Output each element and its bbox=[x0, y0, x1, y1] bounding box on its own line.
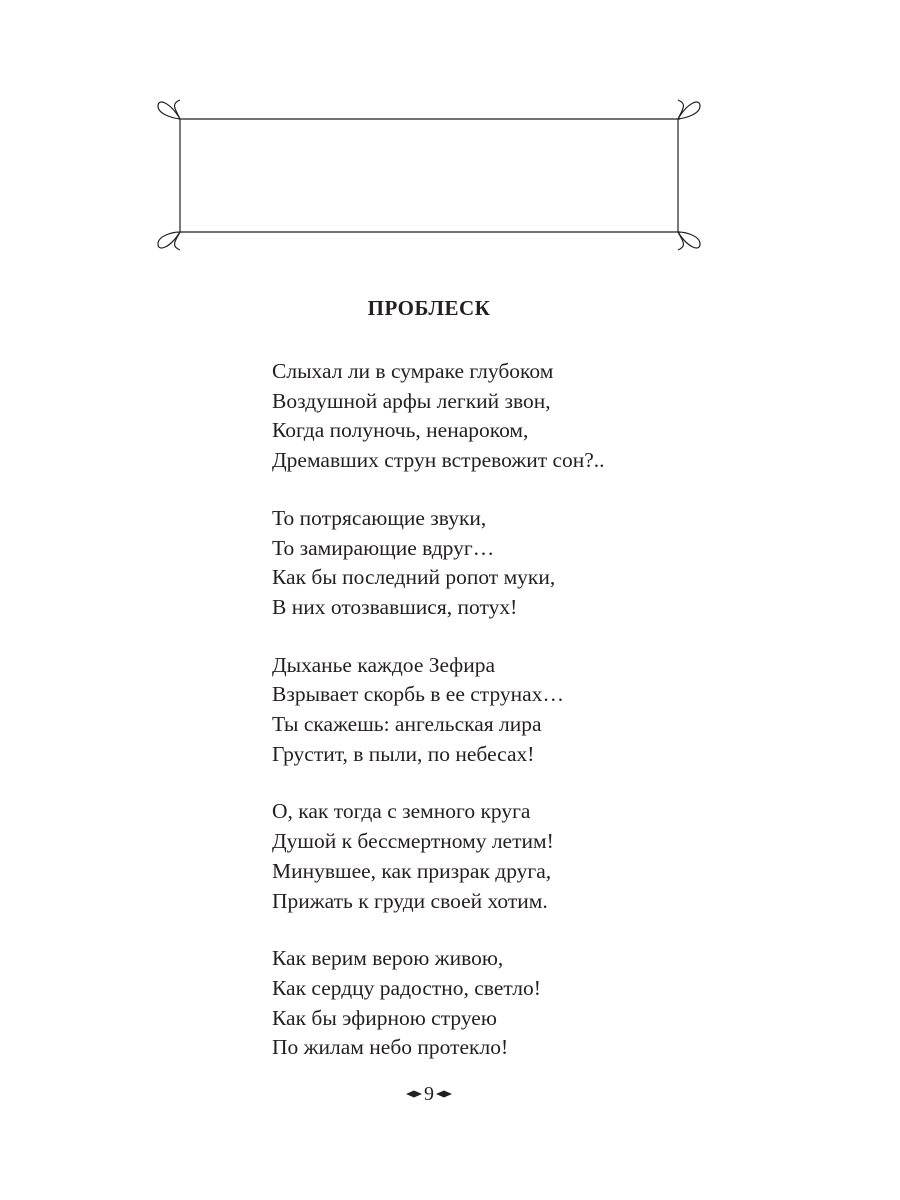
left-ornament-icon bbox=[406, 1089, 422, 1099]
poem-line: Когда полуночь, ненароком, bbox=[272, 418, 529, 443]
stanza-3 bbox=[272, 651, 605, 770]
poem-line: Как бы эфирною струею bbox=[272, 1005, 497, 1030]
poem-title: ПРОБЛЕСК bbox=[367, 296, 491, 320]
stanza-2 bbox=[272, 504, 605, 623]
poem-line: Как бы последний ропот муки, bbox=[272, 565, 556, 590]
poem-line: То потрясающие звуки, bbox=[272, 505, 487, 530]
poem-line: По жилам небо протекло! bbox=[272, 1035, 509, 1060]
poem-line: О, как тогда с земного круга bbox=[272, 799, 531, 824]
stanza-5 bbox=[272, 944, 605, 1063]
poem-line: Воздушной арфы легкий звон, bbox=[272, 388, 551, 413]
stanza-1 bbox=[272, 357, 605, 476]
right-ornament-icon bbox=[436, 1089, 452, 1099]
page-number-value: 9 bbox=[424, 1083, 434, 1106]
poem-line: Слыхал ли в сумраке глубоком bbox=[272, 359, 554, 383]
stanza-4 bbox=[272, 797, 605, 916]
poem-line: Как сердцу радостно, светло! bbox=[272, 975, 541, 1000]
poem-line: Дремавших струн встревожит сон?.. bbox=[272, 448, 605, 473]
poem-line: В них отозвавшися, потух! bbox=[272, 594, 518, 619]
poem-line: Как верим верою живою, bbox=[272, 946, 504, 971]
poem-line: Грустит, в пыли, по небесах! bbox=[272, 741, 535, 766]
poem-line: Прижать к груди своей хотим. bbox=[272, 888, 548, 913]
poem-line: Ты скажешь: ангельская лира bbox=[272, 712, 542, 737]
poem-line: Дыханье каждое Зефира bbox=[272, 652, 496, 677]
poem-body bbox=[272, 357, 605, 1091]
decorative-frame bbox=[150, 90, 710, 260]
poem-line: То замирающие вдруг… bbox=[272, 535, 495, 560]
page-number bbox=[0, 1080, 858, 1107]
poem-line: Душой к бессмертному летим! bbox=[272, 829, 554, 854]
poem-line: Взрывает скорбь в ее струнах… bbox=[272, 682, 564, 707]
poem-line: Минувшее, как призрак друга, bbox=[272, 858, 552, 883]
